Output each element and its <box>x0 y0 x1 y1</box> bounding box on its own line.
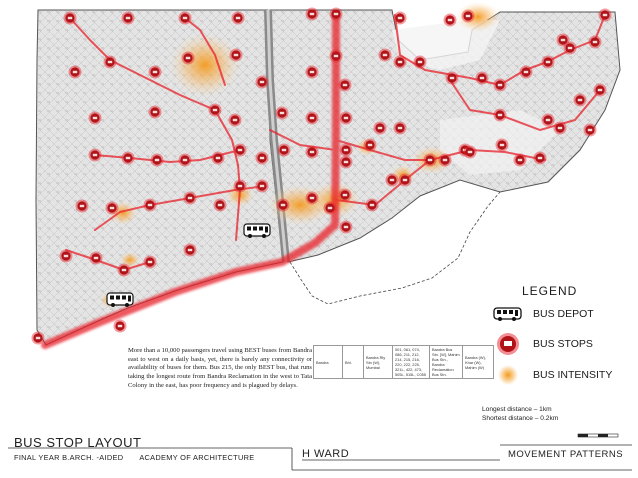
bus-stop-marker <box>179 154 192 167</box>
legend-title: LEGEND <box>522 284 578 298</box>
bus-stop-marker <box>182 52 195 65</box>
route-table-cell: 001, 061, 074, 086, 211, 212, 214, 215, 216, 220, 222, 225, 321L, 422, 473, 505L, 515L, C055 <box>393 346 430 379</box>
route-table-cell: Bandra Rly Stn (W), Mumbai <box>364 346 393 379</box>
bus-stop-marker <box>330 8 343 21</box>
bus-stop-marker <box>209 104 222 117</box>
bus-stop-marker <box>394 12 407 25</box>
bus-stop-marker <box>534 152 547 165</box>
course-label: FINAL YEAR B.ARCH. -AIDED <box>14 453 124 462</box>
legend-item-bus-depot <box>493 303 594 325</box>
bus-stop-marker <box>340 144 353 157</box>
legend-label: BUS STOPS <box>533 338 593 350</box>
bus-stop-marker <box>306 112 319 125</box>
route-table <box>313 345 494 379</box>
bus-stop-marker <box>494 79 507 92</box>
bus-stop-marker <box>232 12 245 25</box>
bus-depot-icon <box>493 306 523 322</box>
bus-stop-marker <box>69 66 82 79</box>
bus-stop-marker <box>114 320 127 333</box>
bus-stop-marker <box>589 36 602 49</box>
bus-intensity-icon <box>493 363 523 387</box>
bus-stop-marker <box>122 12 135 25</box>
route-table-cell: Bandra Bus Stn. [W], Mahim Bus Stn., Bandra Reclamation Bus Stn. <box>430 346 463 379</box>
bus-stop-marker <box>542 56 555 69</box>
bus-stop-marker <box>340 156 353 169</box>
bus-stop-marker <box>90 252 103 265</box>
bus-stop-marker <box>439 154 452 167</box>
bus-stop-marker <box>256 76 269 89</box>
bus-stop-marker <box>496 139 509 152</box>
bus-stop-marker <box>464 146 477 159</box>
bus-stop-marker <box>542 114 555 127</box>
bus-stop-marker <box>366 199 379 212</box>
bus-stop-marker <box>256 180 269 193</box>
longest-distance: Longest distance – 1km <box>482 406 552 413</box>
bus-stop-marker <box>122 152 135 165</box>
bus-stop-marker <box>494 109 507 122</box>
bus-stop-marker <box>212 152 225 165</box>
legend-label: BUS DEPOT <box>533 308 594 320</box>
bus-stop-marker <box>599 9 612 22</box>
bus-stop-marker <box>340 221 353 234</box>
bus-stop-marker <box>278 144 291 157</box>
bus-stop-marker <box>184 244 197 257</box>
bus-stop-marker <box>104 56 117 69</box>
legend-label: BUS INTENSITY <box>533 369 613 381</box>
bus-stop-marker <box>118 264 131 277</box>
bus-stop-marker <box>229 114 242 127</box>
scale-bar <box>578 434 618 437</box>
bus-stop-marker <box>514 154 527 167</box>
bus-stop-marker <box>106 202 119 215</box>
bus-stop-marker <box>306 146 319 159</box>
bus-stop-marker <box>214 199 227 212</box>
bus-stop-marker <box>394 56 407 69</box>
shortest-distance: Shortest distance – 0.2km <box>482 415 559 422</box>
sheet-subtitle <box>14 453 268 462</box>
bus-stop-marker <box>149 66 162 79</box>
bus-stop-marker <box>149 106 162 119</box>
bus-stop-marker <box>374 122 387 135</box>
bus-stop-marker <box>444 14 457 27</box>
legend-item-bus-stops <box>493 333 593 355</box>
sheet-title: BUS STOP LAYOUT <box>14 435 142 450</box>
bus-stop-marker <box>339 189 352 202</box>
bus-stop-marker <box>184 192 197 205</box>
legend-item-bus-intensity <box>493 364 613 386</box>
bus-stop-marker <box>324 202 337 215</box>
bus-stop-marker <box>594 84 607 97</box>
bus-stop-marker <box>379 49 392 62</box>
bus-depot-marker <box>107 293 133 307</box>
bus-stop-marker <box>89 149 102 162</box>
route-table-cell: Bhi. <box>343 346 364 379</box>
bus-stop-marker <box>424 154 437 167</box>
bus-stop-marker <box>76 200 89 213</box>
institution-label: ACADEMY OF ARCHITECTURE <box>139 453 255 462</box>
bus-stop-marker <box>230 49 243 62</box>
bus-stop-marker <box>414 56 427 69</box>
bus-stop-marker <box>394 122 407 135</box>
bus-stop-marker <box>306 8 319 21</box>
bus-stop-marker <box>60 250 73 263</box>
bus-stop-marker <box>339 79 352 92</box>
sheet-name: MOVEMENT PATTERNS <box>508 449 624 460</box>
bus-stop-marker <box>234 144 247 157</box>
bus-stop-marker <box>256 152 269 165</box>
bus-stop-marker <box>554 122 567 135</box>
bus-stop-marker <box>446 72 459 85</box>
bus-stop-marker <box>276 107 289 120</box>
bus-stop-marker <box>89 112 102 125</box>
bus-stop-marker <box>564 42 577 55</box>
bus-stop-marker <box>64 12 77 25</box>
route-table-cell: Bandra (W), Khar (W), Mahim (W) <box>463 346 494 379</box>
bus-stop-icon <box>493 332 523 356</box>
distance-notes <box>482 405 558 423</box>
bus-stop-marker <box>306 192 319 205</box>
bus-depot-marker <box>244 224 270 238</box>
bus-stop-marker <box>399 174 412 187</box>
bus-stop-marker <box>520 66 533 79</box>
bus-stop-marker <box>32 332 45 345</box>
route-table-cell: Bandra <box>314 346 343 379</box>
bus-stop-marker <box>277 199 290 212</box>
bus-stop-marker <box>364 139 377 152</box>
bus-stop-marker <box>179 12 192 25</box>
bus-stop-marker <box>234 180 247 193</box>
bus-stop-marker <box>462 10 475 23</box>
description-text: More than a 10,000 passengers travel using BEST buses from Bandra east to west on a daily basis, yet, there is barely any connectivity or availability of buses for them. Bus 215, the only BEST bus, that runs taking the longest route from Bandra Reclamation in the west to Tata Colony in the east, has poor frequency and is plagued by delays. <box>128 347 312 389</box>
bus-stop-marker <box>584 124 597 137</box>
bus-stop-marker <box>340 112 353 125</box>
bus-stop-marker <box>151 154 164 167</box>
bus-stop-marker <box>386 174 399 187</box>
bus-stop-marker <box>306 66 319 79</box>
bus-stop-marker <box>144 199 157 212</box>
bus-stop-marker <box>144 256 157 269</box>
bus-stop-marker <box>574 94 587 107</box>
ward-label: H WARD <box>302 448 350 460</box>
bus-stop-marker <box>476 72 489 85</box>
bus-stop-marker <box>330 50 343 63</box>
